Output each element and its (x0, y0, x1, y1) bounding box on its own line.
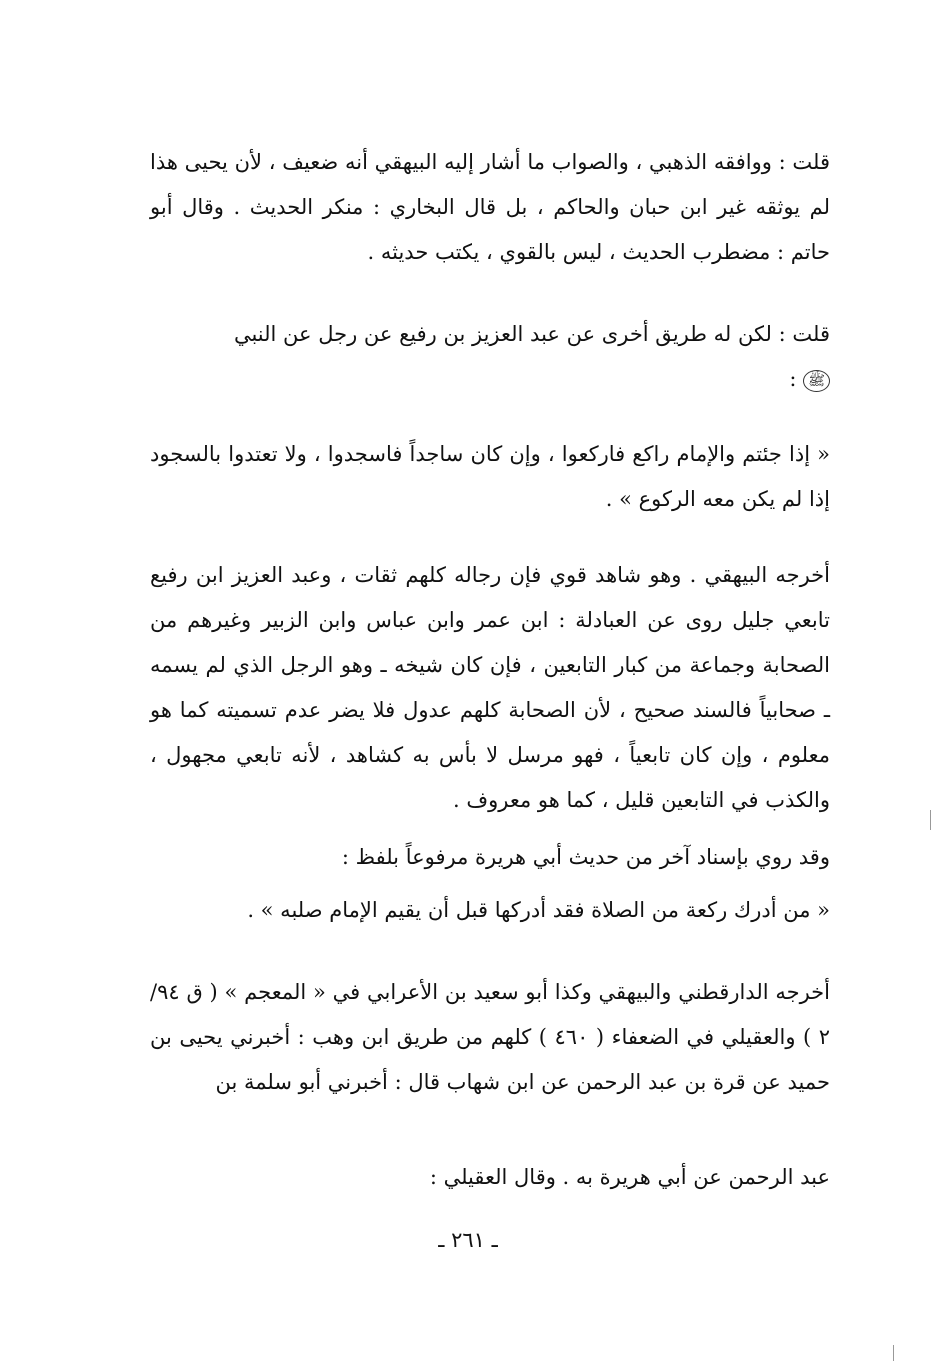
paragraph-1 (150, 140, 830, 275)
paragraph-7-text: أخرجه الدارقطني والبيهقي وكذا أبو سعيد بن الأعرابي في « المعجم » ( ق ٩٤/ ٢ ) والعقيلي في الضعفاء ( ٤٦٠ ) كلهم من طريق ابن وهب : أخبرني يحيى بن حميد عن قرة بن عبد الرحمن عن ابن شهاب قال : أخبرني أبو سلمة بن (150, 980, 831, 1094)
paragraph-7 (150, 970, 830, 1105)
paragraph-4 (150, 553, 830, 823)
paragraph-5-text: وقد روي بإسناد آخر من حديث أبي هريرة مرفوعاً بلفظ : (341, 845, 830, 869)
paragraph-2-main: قلت : لكن له طريق أخرى عن عبد العزيز بن رفيع عن رجل عن النبي (233, 322, 830, 346)
paragraph-2 (150, 312, 830, 402)
paragraph-8 (150, 1155, 830, 1200)
paragraph-1-text: قلت : ووافقه الذهبي ، والصواب ما أشار إليه البيهقي أنه ضعيف ، لأن يحيى هذا لم يوثقه غير ابن حبان والحاكم ، بل قال البخاري : منكر الحديث . وقال أبو حاتم : مضطرب الحديث ، ليس بالقوي ، يكتب حديثه . (150, 150, 830, 264)
paragraph-2-text (150, 312, 830, 402)
hadith-quote-1-text: « إذا جئتم والإمام راكع فاركعوا ، وإن كان ساجداً فاسجدوا ، ولا تعتدوا بالسجود إذا لم يكن معه الركوع » . (150, 442, 830, 511)
hadith-quote-2-text: « من أدرك ركعة من الصلاة فقد أدركها قبل أن يقيم الإمام صلبه » . (247, 898, 830, 922)
paragraph-2-colon: : (789, 367, 804, 391)
paragraph-4-text: أخرجه البيهقي . وهو شاهد قوي فإن رجاله كلهم ثقات ، وعبد العزيز ابن رفيع تابعي جليل روى عن العبادلة : ابن عمر وابن عباس وابن الزبير وغيرهم من الصحابة وجماعة من كبار التابعين ، فإن كان شيخه ـ وهو الرجل الذي لم يسمه ـ صحابياً فالسند صحيح ، لأن الصحابة كلهم عدول فلا يضر عدم تسميته كما هو معلوم ، وإن كان تابعياً ، فهو مرسل لا بأس به كشاهد ، لأنه تابعي مجهول ، والكذب في التابعين قليل ، كما هو معروف . (150, 563, 830, 812)
paragraph-5 (150, 835, 830, 880)
scan-edge-mark (930, 810, 931, 830)
paragraph-8-text: عبد الرحمن عن أبي هريرة به . وقال العقيلي : (429, 1165, 830, 1189)
scan-edge-mark-bottom (893, 1345, 894, 1361)
page-number: ـ ٢٦١ ـ (438, 1228, 498, 1252)
salawat-icon: ﷺ (803, 370, 830, 392)
hadith-quote-2 (150, 888, 830, 933)
hadith-quote-1 (150, 432, 830, 522)
